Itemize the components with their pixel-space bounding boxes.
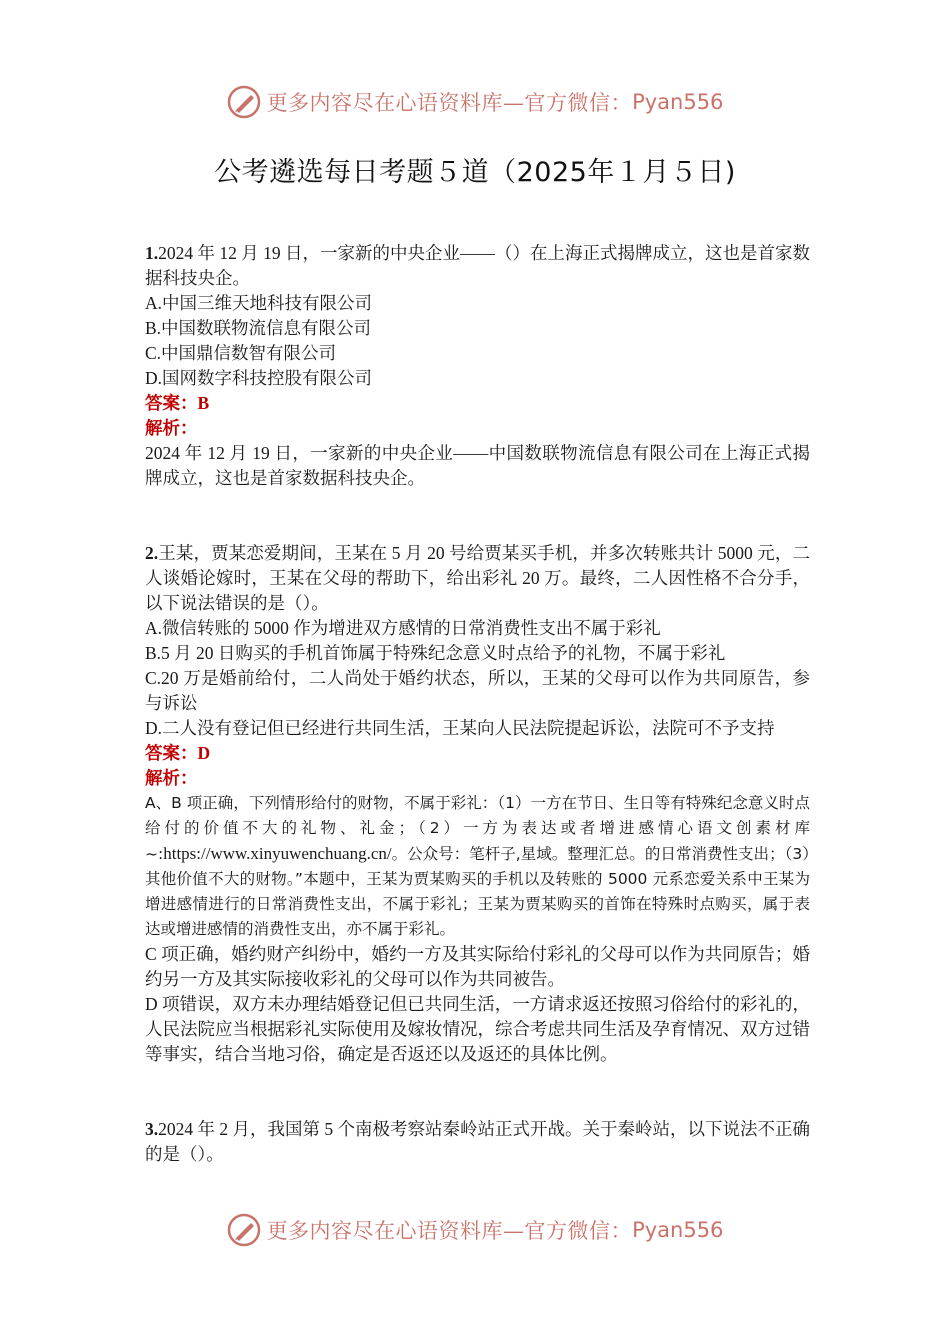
option-b: B.5 月 20 日购买的手机首饰属于特殊纪念意义时点给予的礼物，不属于彩礼 — [145, 643, 726, 663]
banner-wechat-id: Pyan556 — [632, 1218, 724, 1242]
document-body — [145, 241, 810, 1167]
header-banner — [0, 82, 950, 122]
question-3 — [145, 1117, 810, 1167]
analysis-d: D 项错误，双方未办理结婚登记但已共同生活，一方请求返还按照习俗给付的彩礼的，人民法院应当根据彩礼实际使用及嫁妆情况，综合考虑共同生活及孕育情况、双方过错等事实，结合当地习俗，确定是否返还以及返还的具体比例。 — [145, 994, 810, 1064]
question-1 — [145, 241, 810, 491]
option-d: D.国网数字科技控股有限公司 — [145, 368, 373, 388]
question-2 — [145, 541, 810, 1067]
analysis-text: 2024 年 12 月 19 日，一家新的中央企业——中国数联物流信息有限公司在上海正式揭牌成立，这也是首家数据科技央企。 — [145, 443, 810, 488]
question-number: 3. — [145, 1119, 159, 1139]
analysis-label: 解析： — [145, 768, 198, 788]
footer-banner — [0, 1210, 950, 1250]
question-number: 2. — [145, 543, 159, 563]
answer-label: 答案：D — [145, 743, 211, 763]
question-number: 1. — [145, 243, 159, 263]
banner-wechat-id: Pyan556 — [632, 90, 724, 114]
option-d: D.二人没有登记但已经进行共同生活，王某向人民法院提起诉讼，法院可不予支持 — [145, 718, 775, 738]
option-b: B.中国数联物流信息有限公司 — [145, 318, 372, 338]
banner-text: 更多内容尽在心语资料库—官方微信： — [266, 91, 633, 115]
option-c: C.20 万是婚前给付，二人尚处于婚约状态，所以，王某的父母可以作为共同原告，参与诉讼 — [145, 668, 810, 713]
analysis-ab: A、B 项正确，下列情形给付的财物，不属于彩礼：（1）一方在节日、生日等有特殊纪念意义时点给付的价值不大的礼物、礼金；（2）一方为表达或者增进感情心语文创素材库~:https://www.xinyuwenchuang.cn/。公众号：笔杆子,星域。整理汇总。的日常消费性支出；（3）其他价值不大的财物。”本题中，王某为贾某购买的手机以及转账的 5000 元系恋爱关系中王某为增进感情进行的日常消费性支出，不属于彩礼；王某为贾某购买的首饰在特殊时点购买，属于表达或增进感情的消费性支出，亦不属于彩礼。 — [145, 794, 810, 938]
question-stem: 1.2024 年 12 月 19 日，一家新的中央企业——（）在上海正式揭牌成立，这也是首家数据科技央企。 — [145, 243, 810, 288]
analysis-label: 解析： — [145, 418, 198, 438]
pen-logo-icon — [227, 1213, 261, 1247]
question-stem: 2.王某，贾某恋爱期间，王某在 5 月 20 号给贾某买手机，并多次转账共计 5000 元，二人谈婚论嫁时，王某在父母的帮助下，给出彩礼 20 万。最终，二人因性格不合分手，以下说法错误的是（）。 — [145, 543, 810, 613]
option-c: C.中国鼎信数智有限公司 — [145, 343, 337, 363]
option-a: A.微信转账的 5000 作为增进双方感情的日常消费性支出不属于彩礼 — [145, 618, 661, 638]
analysis-c: C 项正确，婚约财产纠纷中，婚约一方及其实际给付彩礼的父母可以作为共同原告；婚约另一方及其实际接收彩礼的父母可以作为共同被告。 — [145, 944, 810, 989]
analysis-url: https://www.xinyuwenchuang.cn/ — [163, 844, 392, 863]
page-title: 公考遴选每日考题５道（2025年１月５日) — [214, 157, 736, 188]
option-a: A.中国三维天地科技有限公司 — [145, 293, 373, 313]
answer-label: 答案：B — [145, 393, 210, 413]
question-stem: 3.2024 年 2 月，我国第 5 个南极考察站秦岭站正式开战。关于秦岭站，以下说法不正确的是（）。 — [145, 1119, 810, 1164]
pen-logo-icon — [227, 85, 261, 119]
banner-text: 更多内容尽在心语资料库—官方微信： — [266, 1219, 633, 1243]
